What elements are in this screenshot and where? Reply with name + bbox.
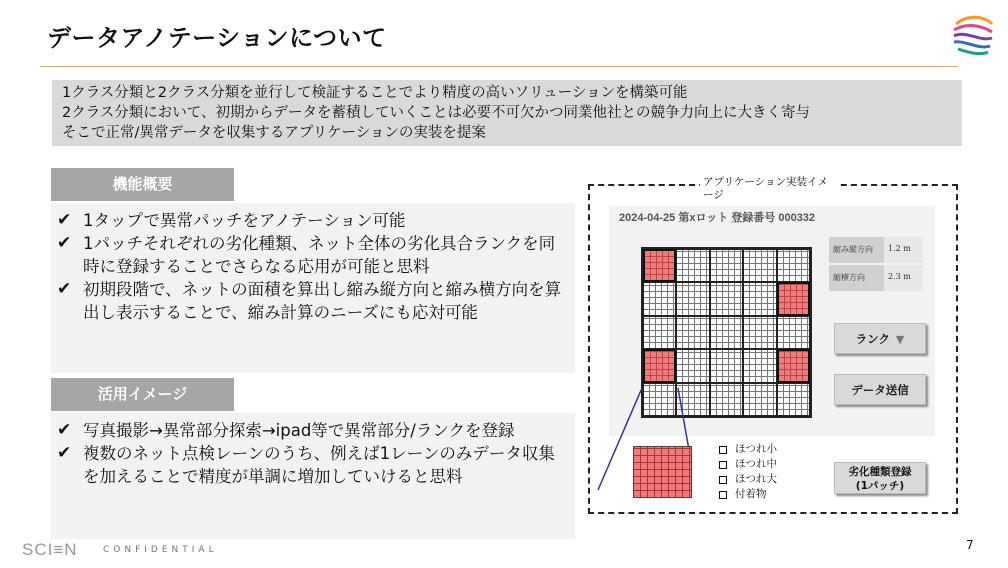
list-item	[53, 278, 567, 324]
bullet-text: 初期段階で、ネットの面積を算出し縮み縦方向と縮み横方向を算出し表示することで、縮み計算のニーズにも応対可能	[83, 280, 562, 322]
register-button-sublabel: (1パッチ)	[855, 480, 905, 492]
option-label: ほつれ大	[735, 473, 777, 485]
option-item[interactable]	[719, 487, 806, 502]
summary-line: 2クラス分類において、初期からデータを蓄積していくことは必要不可欠かつ同業他社との競争力向上に大きく寄与	[62, 105, 810, 121]
option-item[interactable]	[719, 472, 806, 487]
patch-cell[interactable]	[643, 282, 676, 315]
measurement-table	[829, 237, 923, 293]
page-number: 7	[966, 538, 974, 552]
confidential-label: CONFIDENTIAL	[103, 545, 218, 555]
degradation-options	[715, 440, 810, 504]
patch-cell[interactable]	[743, 249, 776, 282]
patch-cell[interactable]	[710, 383, 743, 416]
rank-button-label: ランク	[855, 332, 890, 346]
checkbox-icon[interactable]	[719, 476, 727, 484]
option-item[interactable]	[719, 442, 806, 457]
patch-cell[interactable]	[743, 349, 776, 382]
checkmark-icon: ✔	[57, 420, 72, 440]
features-list	[51, 203, 575, 373]
footer-logo: SCI≡N	[22, 540, 78, 559]
summary-box	[52, 80, 962, 146]
bullet-text: 複数のネット点検レーンのうち、例えば1レーンのみデータ収集を加えることで精度が単調に増加していけると思料	[83, 444, 555, 486]
anomaly-patch-cell[interactable]	[643, 349, 676, 382]
measurement-key: 縮横方向	[829, 265, 884, 291]
app-header-text: 2024-04-25 第xロット 登録番号 000332	[619, 212, 816, 224]
send-data-button[interactable]: データ送信	[834, 374, 926, 405]
patch-cell[interactable]	[777, 383, 810, 416]
list-item	[53, 232, 567, 278]
list-item	[53, 419, 567, 442]
patch-cell[interactable]	[676, 316, 709, 349]
patch-cell[interactable]	[643, 316, 676, 349]
patch-cell[interactable]	[743, 383, 776, 416]
option-item[interactable]	[719, 457, 806, 472]
measurement-value: 1.2 m	[884, 237, 923, 263]
usage-heading: 活用イメージ	[51, 378, 234, 411]
option-label: ほつれ小	[735, 443, 777, 455]
patch-cell[interactable]	[777, 249, 810, 282]
header-divider	[40, 66, 958, 67]
patch-cell[interactable]	[676, 249, 709, 282]
option-label: 付着物	[735, 488, 767, 500]
patch-cell[interactable]	[743, 316, 776, 349]
bullet-text: 1タップで異常パッチをアノテーション可能	[83, 211, 406, 230]
measurement-value: 2.3 m	[884, 265, 923, 291]
anomaly-patch-cell[interactable]	[643, 249, 676, 282]
patch-cell[interactable]	[777, 316, 810, 349]
checkmark-icon: ✔	[57, 210, 72, 230]
zoomed-patch-image	[633, 446, 692, 498]
patch-cell[interactable]	[710, 316, 743, 349]
bullet-text: 1パッチそれぞれの劣化種類、ネット全体の劣化具合ランクを同時に登録することでさらなる応用が可能と思料	[83, 234, 556, 276]
usage-list	[51, 413, 575, 539]
bullet-text: 写真撮影→異常部分探索→ipad等で異常部分/ランクを登録	[83, 421, 515, 440]
anomaly-patch-cell[interactable]	[777, 282, 810, 315]
patch-cell[interactable]	[676, 349, 709, 382]
triangle-down-icon: ▼	[895, 333, 905, 346]
summary-line: 1クラス分類と2クラス分類を並行して検証することでより精度の高いソリューションを構築可能	[62, 85, 688, 101]
register-button-label: 劣化種類登録	[848, 466, 912, 478]
rank-dropdown-button[interactable]	[834, 323, 926, 354]
patch-cell[interactable]	[743, 282, 776, 315]
summary-line: そこで正常/異常データを収集するアプリケーションの実装を提案	[62, 125, 486, 141]
checkmark-icon: ✔	[57, 279, 72, 299]
list-item	[53, 442, 567, 488]
checkmark-icon: ✔	[57, 233, 72, 253]
list-item	[53, 209, 567, 232]
patch-cell[interactable]	[676, 282, 709, 315]
measurement-key: 縮み縦方向	[829, 237, 884, 263]
page-title: データアノテーションについて	[47, 24, 387, 52]
checkbox-icon[interactable]	[719, 491, 727, 499]
measurement-row	[829, 265, 923, 291]
checkbox-icon[interactable]	[719, 461, 727, 469]
measurement-row	[829, 237, 923, 263]
register-degradation-button[interactable]	[834, 462, 926, 494]
company-logo-icon	[950, 12, 996, 58]
anomaly-patch-cell[interactable]	[777, 349, 810, 382]
checkmark-icon: ✔	[57, 443, 72, 463]
features-heading: 機能概要	[51, 168, 234, 201]
patch-cell[interactable]	[710, 249, 743, 282]
app-mockup-label: アプリケーション実装イメージ	[700, 176, 840, 202]
checkbox-icon[interactable]	[719, 446, 727, 454]
option-label: ほつれ中	[735, 458, 777, 470]
patch-cell[interactable]	[710, 282, 743, 315]
patch-cell[interactable]	[710, 349, 743, 382]
